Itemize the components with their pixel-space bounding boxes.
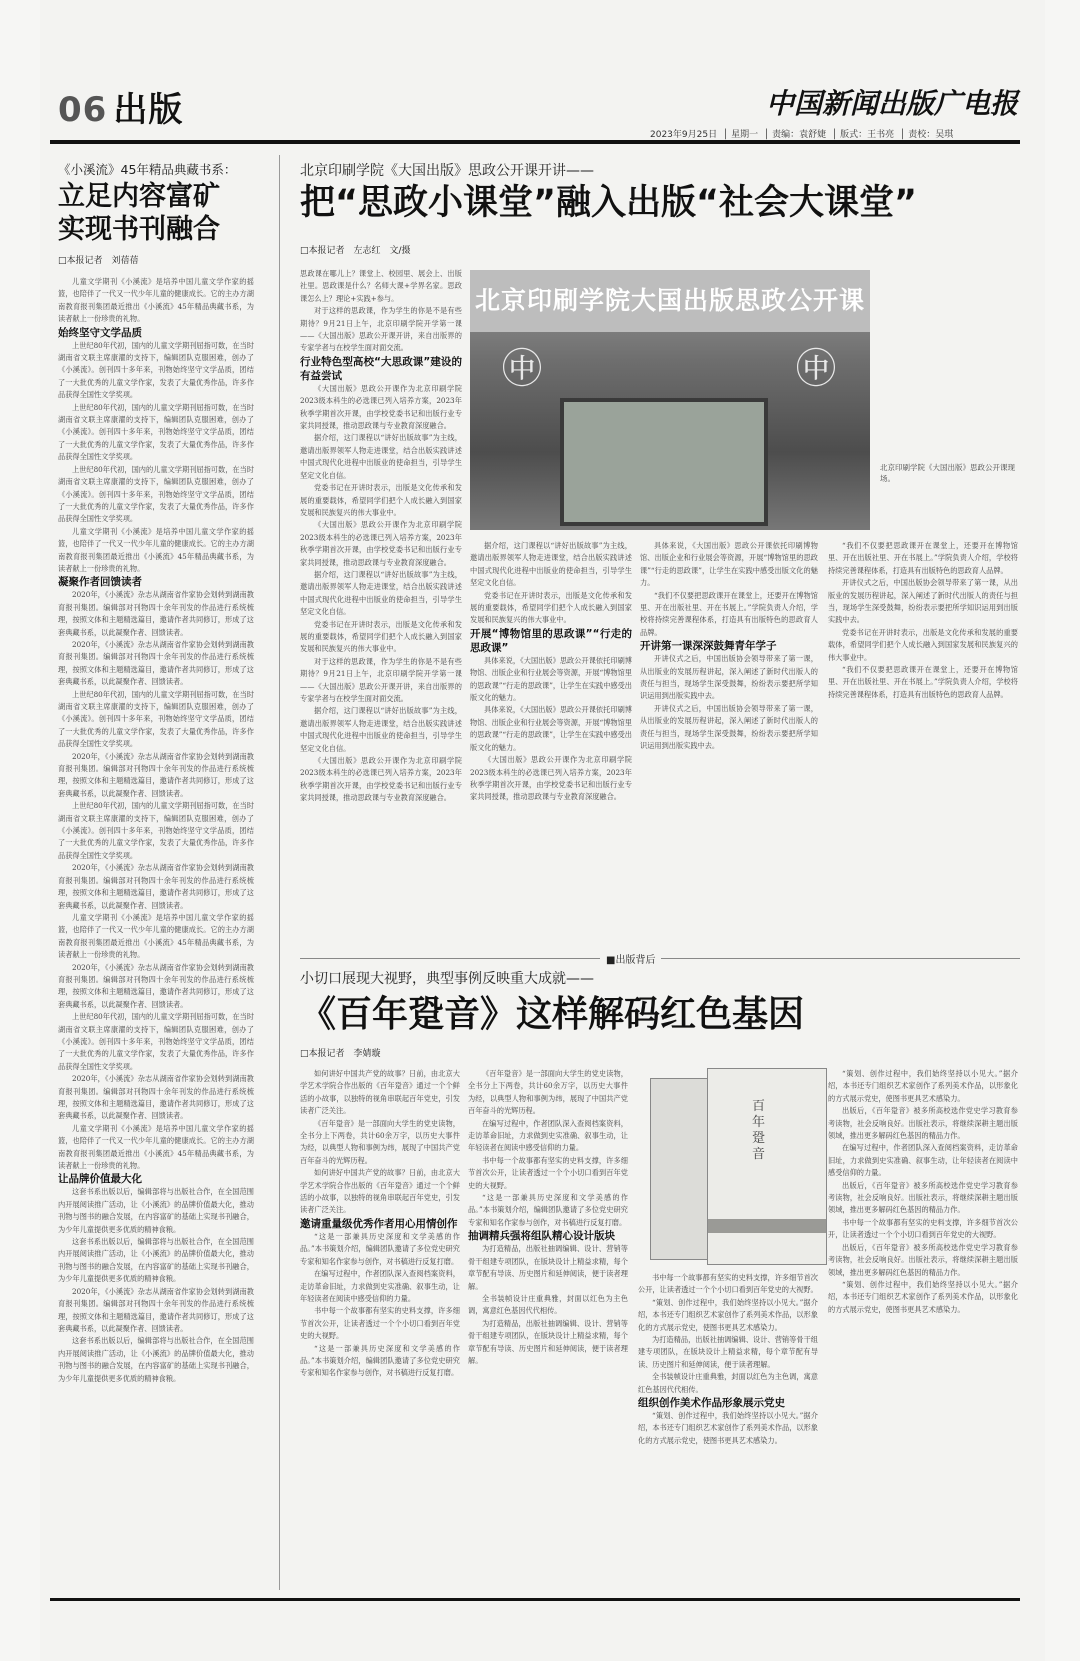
main-intro: 思政课在哪儿上？课堂上、校园里、展会上、出版社里。思政课是什么？名师大课+学界名家。思政课怎么上？理论+实践+参与。 [300,269,462,303]
left-article-byline: □本报记者 刘蓓蓓 [58,256,139,266]
main-body-b: 《大国出版》思政公开课作为北京印刷学院2023级本科生的必选课已列入培养方案，2023年秋季学期首次开课，由学校党委书记和出版行业专家共同授课，推动思政课与专业教育深度融合。 [300,383,462,431]
editor-credit: 责编：袁舒婕 [772,130,827,140]
bottom-subhead-2: 抽调精兵强将组队精心设计版块 [468,1230,615,1243]
left-subhead-3: 让品牌价值最大化 [58,1173,142,1186]
issue-date: 2023年9月25日 [650,130,718,140]
main-article-kicker: 北京印刷学院《大国出版》思政公开课开讲—— [300,163,594,179]
left-body-paragraph-2b: 2020年，《小溪流》杂志从湖南省作家协会划转到湖南教育报刊集团。编辑部对刊物四十余年刊发的作品进行系统梳理，按照文体和主题精选篇目，邀请作者共同修订，形成了这套典藏书系，以此凝聚作者、回馈读者。 [58,639,254,687]
newspaper-logo: 中国新闻出版广电报 [765,87,1018,120]
main-body-a2: 对于这样的思政课，作为学生的你是不是有些期待？9月21日上午，北京印刷学院开学第一课——《大国出版》思政公开课开讲，来自出版界的专家学者与在校学生面对面交流。 [300,656,462,703]
lecture-photo [470,270,870,530]
section-tag-label: 出版背后 [615,955,656,966]
main-body-f3: 开讲仪式之后，中国出版协会领导带来了第一课，从出版业的发展历程讲起，深入阐述了新时代出版人的责任与担当，现场学生深受鼓舞，纷纷表示要把所学知识运用到出版实践中去。 [828,578,1018,625]
left-body-paragraph-2f: 2020年，《小溪流》杂志从湖南省作家协会划转到湖南教育报刊集团。编辑部对刊物四十余年刊发的作品进行系统梳理，按照文体和主题精选篇目，邀请作者共同修订，形成了这套典藏书系，以此凝聚作者、回馈读者。 [58,863,254,910]
photo-banner-text: 北京印刷学院大国出版思政公开课 [470,270,870,332]
main-body-a: 对于这样的思政课，作为学生的你是不是有些期待？9月21日上午，北京印刷学院开学第一课——《大国出版》思政公开课开讲，来自出版界的专家学者与在校学生面对面交流。 [300,306,462,353]
left-body-paragraph-1b: 上世纪80年代初，国内的儿童文学期刊屈指可数，在当时湖南省文联主席康濯的支持下，编辑团队克服困难，创办了《小溪流》。创刊四十多年来，刊物始终坚守文学品质，团结了一大批优秀的儿童文学作家，发表了大量优秀作品，许多作品获得全国性文学奖项。 [58,402,254,462]
main-article-col-1 [300,268,462,908]
left-lead-paragraph: 儿童文学期刊《小溪流》是培养中国儿童文学作家的摇篮，也陪伴了一代又一代少年儿童的健康成长。它的主办方湖南教育报刊集团最近推出《小溪流》45年精品典藏书系，为读者献上一份珍贵的礼物。 [58,277,254,324]
book-title-text: 百年跫音 [752,1099,766,1162]
proofreader-credit: 责校：吴琪 [908,130,954,140]
main-body-c2: 据介绍，这门课程以“讲好出版故事”为主线，邀请出版界领军人物走进课堂，结合出版实践讲述中国式现代化进程中出版业的使命担当，引导学生坚定文化自信。 [300,569,462,617]
main-body-e3: 具体来说，《大国出版》思政公开课依托印刷博物馆、出版企业和行业展会等资源，开展“博物馆里的思政课”“行走的思政课”，让学生在实践中感受出版文化的魅力。 [640,541,818,588]
bottom-body-i: 出版后，《百年跫音》被多所高校选作党史学习教育参考读物，社会反响良好。出版社表示，将继续深耕主题出版领域，推出更多解码红色基因的精品力作。 [828,1106,1018,1141]
bottom-body-h: “策划、创作过程中，我们始终坚持以小见大。”据介绍，本书还专门组织艺术家创作了系列美术作品，以形象化的方式展示党史，使图书更具艺术感染力。 [638,1297,818,1332]
left-body-paragraph-2i: 上世纪80年代初，国内的儿童文学期刊屈指可数，在当时湖南省文联主席康濯的支持下，编辑团队克服困难，创办了《小溪流》。创刊四十多年来，刊物始终坚守文学品质，团结了一大批优秀的儿童文学作家，发表了大量优秀作品，许多作品获得全国性文学奖项。 [58,1012,254,1071]
main-article-col-4 [828,540,1018,910]
bottom-body-f3: 为打造精品，出版社抽调编辑、设计、营销等骨干组建专项团队，在版块设计上精益求精，每个章节配有导读、历史图片和延伸阅读，便于读者理解。 [638,1335,818,1369]
main-body-d2: 党委书记在开讲时表示，出版是文化传承和发展的重要载体，希望同学们把个人成长融入到国家发展和民族复兴的伟大事业中。 [300,619,462,654]
main-body-d4: 党委书记在开讲时表示，出版是文化传承和发展的重要载体，希望同学们把个人成长融入到国家发展和民族复兴的伟大事业中。 [828,627,1018,662]
bottom-body-b2: 《百年跫音》是一部面向大学生的党史读物，全书分上下两卷，共计60余万字，以历史大事件为经，以典型人物和事例为纬，展现了中国共产党百年奋斗的光辉历程。 [468,1069,628,1116]
main-article-col-3 [640,540,818,910]
bottom-body-f2: 为打造精品，出版社抽调编辑、设计、营销等骨干组建专项团队，在版块设计上精益求精，每个章节配有导读、历史图片和延伸阅读，便于读者理解。 [468,1318,628,1365]
bottom-body-c2: “这是一部兼具历史深度和文学美感的作品。”本书策划介绍，编辑团队邀请了多位党史研究专家和知名作家参与创作，对书稿进行反复打磨。 [300,1343,460,1378]
book-cover-image [645,1068,830,1268]
left-subhead-1: 始终坚守文学品质 [58,326,142,339]
stage-screen [560,398,768,526]
bottom-body-e2: 书中每一个故事都有坚实的史料支撑，许多细节首次公开，让读者透过一个个小切口看到百年党史的大视野。 [468,1155,628,1190]
calligraphy-left: ㊥ [502,346,542,392]
bottom-body-i3: 出版后，《百年跫音》被多所高校选作党史学习教育参考读物，社会反响良好。出版社表示，将继续深耕主题出版领域，推出更多解码红色基因的精品力作。 [828,1242,1018,1277]
bottom-body-g: 全书装帧设计庄重典雅，封面以红色为主色调，寓意红色基因代代相传。 [468,1293,628,1316]
main-body-c: 据介绍，这门课程以“讲好出版故事”为主线，邀请出版界领军人物走进课堂，结合出版实践讲述中国式现代化进程中出版业的使命担当，引导学生坚定文化自信。 [300,433,462,480]
main-body-g3: “我们不仅要把思政课开在课堂上，还要开在博物馆里、开在出版社里、开在书展上。”学院负责人介绍，学校将持续完善课程体系，打造具有出版特色的思政育人品牌。 [828,665,1018,699]
footer-rule [50,1598,1020,1601]
bottom-subhead-3: 组织创作美术作品形象展示党史 [638,1397,785,1410]
main-subhead-3: 开讲第一课深深鼓舞青年学子 [640,640,777,653]
bottom-body-b: 《百年跫音》是一部面向大学生的党史读物，全书分上下两卷，共计60余万字，以历史大事件为经，以典型人物和事例为纬，展现了中国共产党百年奋斗的光辉历程。 [300,1118,460,1165]
main-body-e2: 具体来说，《大国出版》思政公开课依托印刷博物馆、出版企业和行业展会等资源，开展“博物馆里的思政课”“行走的思政课”，让学生在实践中感受出版文化的魅力。 [470,705,632,752]
main-article-byline: □本报记者 左志红 文/摄 [300,246,411,256]
section-name: 出版 [113,90,184,130]
bottom-article-kicker: 小切口展现大视野，典型事例反映重大成就—— [300,971,594,987]
left-body-paragraph-3c: 2020年，《小溪流》杂志从湖南省作家协会划转到湖南教育报刊集团。编辑部对刊物四十余年刊发的作品进行系统梳理，按照文体和主题精选篇目，邀请作者共同修订，形成了这套典藏书系，以此凝聚作者、回馈读者。 [58,1286,254,1333]
left-title-line1: 立足内容富矿 [58,181,220,212]
left-title-line2: 实现书刊融合 [58,214,220,245]
bottom-article-col-4 [828,1068,1018,1593]
page-section-label [58,82,183,131]
left-body-paragraph-3: 这套书系出版以后，编辑部将与出版社合作，在全国范围内开展阅读推广活动，让《小溪流》的品牌价值最大化，推动刊物与图书的融合发展，在内容富矿的基础上实现书刊融合，为少年儿童提供更多优质的精神食粮。 [58,1187,254,1234]
designer-credit: 版式：王书亮 [840,130,895,140]
book-title-band [708,1219,826,1233]
issue-info-bar: 2023年9月25日 │ 星期一 │ 责编：袁舒婕 │ 版式：王书亮 │ 责校：吴琪 [650,130,954,140]
bottom-body-c3: “这是一部兼具历史深度和文学美感的作品。”本书策划介绍，编辑团队邀请了多位党史研究专家和知名作家参与创作，对书稿进行反复打磨。 [468,1193,628,1227]
bottom-body-d2: 在编写过程中，作者团队深入查阅档案资料，走访革命旧址，力求做到史实准确、叙事生动，让年轻读者在阅读中感受信仰的力量。 [468,1118,628,1153]
left-body-paragraph-2k: 儿童文学期刊《小溪流》是培养中国儿童文学作家的摇篮，也陪伴了一代又一代少年儿童的健康成长。它的主办方湖南教育报刊集团最近推出《小溪流》45年精品典藏书系，为读者献上一份珍贵的礼物。 [58,1123,254,1171]
bottom-body-e3: 书中每一个故事都有坚实的史料支撑，许多细节首次公开，让读者透过一个个小切口看到百年党史的大视野。 [638,1273,818,1295]
left-article-body [58,276,254,1591]
bottom-body-h2: “策划、创作过程中，我们始终坚持以小见大。”据介绍，本书还专门组织艺术家创作了系列美术作品，以形象化的方式展示党史，使图书更具艺术感染力。 [638,1411,818,1445]
left-body-paragraph-1: 上世纪80年代初，国内的儿童文学期刊屈指可数，在当时湖南省文联主席康濯的支持下，编辑团队克服困难，创办了《小溪流》。创刊四十多年来，刊物始终坚守文学品质，团结了一大批优秀的儿童文学作家，发表了大量优秀作品，许多作品获得全国性文学奖项。 [58,340,254,400]
bottom-body-a2: 如何讲好中国共产党的故事？日前，由北京大学艺术学院合作出版的《百年跫音》通过一个个鲜活的小故事，以独特的视角串联起百年党史，引发读者广泛关注。 [300,1168,460,1215]
bottom-body-h4: “策划、创作过程中，我们始终坚持以小见大。”据介绍，本书还专门组织艺术家创作了系列美术作品，以形象化的方式展示党史，使图书更具艺术感染力。 [828,1279,1018,1314]
bottom-body-a: 如何讲好中国共产党的故事？日前，由北京大学艺术学院合作出版的《百年跫音》通过一个个鲜活的小故事，以独特的视角串联起百年党史，引发读者广泛关注。 [300,1069,460,1116]
main-body-f2: 开讲仪式之后，中国出版协会领导带来了第一课，从出版业的发展历程讲起，深入阐述了新时代出版人的责任与担当，现场学生深受鼓舞，纷纷表示要把所学知识运用到出版实践中去。 [640,703,818,751]
bottom-article-title: 《百年跫音》这样解码红色基因 [300,993,805,1035]
bottom-body-i2: 出版后，《百年跫音》被多所高校选作党史学习教育参考读物，社会反响良好。出版社表示，将继续深耕主题出版领域，推出更多解码红色基因的精品力作。 [828,1180,1018,1215]
left-article-title [58,180,220,246]
photo-caption: 北京印刷学院《大国出版》思政公开课现场。 [880,463,1015,483]
left-body-paragraph-1d: 儿童文学期刊《小溪流》是培养中国儿童文学作家的摇篮，也陪伴了一代又一代少年儿童的健康成长。它的主办方湖南教育报刊集团最近推出《小溪流》45年精品典藏书系，为读者献上一份珍贵的礼物。 [58,526,254,573]
main-body-b4: 《大国出版》思政公开课作为北京印刷学院2023级本科生的必选课已列入培养方案，2023年秋季学期首次开课，由学校党委书记和出版行业专家共同授课，推动思政课与专业教育深度融合。 [470,755,632,802]
page-number: 06 [58,90,108,130]
bottom-article-byline: □本报记者 李婧璇 [300,1049,381,1059]
main-body-c4: 据介绍，这门课程以“讲好出版故事”为主线，邀请出版界领军人物走进课堂，结合出版实践讲述中国式现代化进程中出版业的使命担当，引导学生坚定文化自信。 [470,541,632,588]
main-body-d: 党委书记在开讲时表示，出版是文化传承和发展的重要载体，希望同学们把个人成长融入到国家发展和民族复兴的伟大事业中。 [300,483,462,517]
calligraphy-right: ㊥ [796,346,836,392]
main-body-b3: 《大国出版》思政公开课作为北京印刷学院2023级本科生的必选课已列入培养方案，2023年秋季学期首次开课，由学校党委书记和出版行业专家共同授课，推动思政课与专业教育深度融合。 [300,756,462,803]
main-article-title: 把“思政小课堂”融入出版“社会大课堂” [300,183,918,223]
masthead-rule [50,140,1020,144]
bottom-body-d3: 在编写过程中，作者团队深入查阅档案资料，走访革命旧址，力求做到史实准确、叙事生动，让年轻读者在阅读中感受信仰的力量。 [828,1143,1018,1178]
left-article-kicker: 《小溪流》45年精品典藏书系： [58,162,237,177]
bottom-body-h3: “策划、创作过程中，我们始终坚持以小见大。”据介绍，本书还专门组织艺术家创作了系列美术作品，以形象化的方式展示党史，使图书更具艺术感染力。 [828,1069,1018,1103]
left-subhead-2: 凝聚作者回馈读者 [58,576,142,589]
bottom-body-c: “这是一部兼具历史深度和文学美感的作品。”本书策划介绍，编辑团队邀请了多位党史研究专家和知名作家参与创作，对书稿进行反复打磨。 [300,1231,460,1266]
main-body-g2: “我们不仅要把思政课开在课堂上，还要开在博物馆里、开在出版社里、开在书展上。”学院负责人介绍，学校将持续完善课程体系，打造具有出版特色的思政育人品牌。 [828,541,1018,575]
main-body-b2: 《大国出版》思政公开课作为北京印刷学院2023级本科生的必选课已列入培养方案，2023年秋季学期首次开课，由学校党委书记和出版行业专家共同授课，推动思政课与专业教育深度融合。 [300,520,462,567]
left-body-paragraph-3b: 这套书系出版以后，编辑部将与出版社合作，在全国范围内开展阅读推广活动，让《小溪流》的品牌价值最大化，推动刊物与图书的融合发展，在内容富矿的基础上实现书刊融合，为少年儿童提供更多优质的精神食粮。 [58,1237,254,1284]
left-body-paragraph-2e: 上世纪80年代初，国内的儿童文学期刊屈指可数，在当时湖南省文联主席康濯的支持下，编辑团队克服困难，创办了《小溪流》。创刊四十多年来，刊物始终坚守文学品质，团结了一大批优秀的儿童文学作家，发表了大量优秀作品，许多作品获得全国性文学奖项。 [58,801,254,860]
main-body-c3: 据介绍，这门课程以“讲好出版故事”为主线，邀请出版界领军人物走进课堂，结合出版实践讲述中国式现代化进程中出版业的使命担当，引导学生坚定文化自信。 [300,706,462,753]
left-body-paragraph-2c: 上世纪80年代初，国内的儿童文学期刊屈指可数，在当时湖南省文联主席康濯的支持下，编辑团队克服困难，创办了《小溪流》。创刊四十多年来，刊物始终坚守文学品质，团结了一大批优秀的儿童文学作家，发表了大量优秀作品，许多作品获得全国性文学奖项。 [58,689,254,749]
left-body-paragraph-2j: 2020年，《小溪流》杂志从湖南省作家协会划转到湖南教育报刊集团。编辑部对刊物四十余年刊发的作品进行系统梳理，按照文体和主题精选篇目，邀请作者共同修订，形成了这套典藏书系，以此凝聚作者、回馈读者。 [58,1074,254,1121]
bottom-article-col-2 [468,1068,628,1593]
bottom-body-e4: 书中每一个故事都有坚实的史料支撑，许多细节首次公开，让读者透过一个个小切口看到百年党史的大视野。 [828,1217,1018,1240]
book-front [707,1068,827,1265]
main-body-g: “我们不仅要把思政课开在课堂上，还要开在博物馆里、开在出版社里、开在书展上。”学院负责人介绍，学校将持续完善课程体系，打造具有出版特色的思政育人品牌。 [640,590,818,637]
section-tag: ■出版背后 [600,951,661,966]
bottom-body-g2: 全书装帧设计庄重典雅，封面以红色为主色调，寓意红色基因代代相传。 [638,1372,818,1394]
main-subhead-2: 开展“博物馆里的思政课”“行走的思政课” [470,627,632,654]
main-subhead-1: 行业特色型高校“大思政课”建设的有益尝试 [300,355,462,382]
left-body-paragraph-1c: 上世纪80年代初，国内的儿童文学期刊屈指可数，在当时湖南省文联主席康濯的支持下，编辑团队克服困难，创办了《小溪流》。创刊四十多年来，刊物始终坚守文学品质，团结了一大批优秀的儿童文学作家，发表了大量优秀作品，许多作品获得全国性文学奖项。 [58,464,254,524]
main-body-f: 开讲仪式之后，中国出版协会领导带来了第一课，从出版业的发展历程讲起，深入阐述了新时代出版人的责任与担当，现场学生深受鼓舞，纷纷表示要把所学知识运用到出版实践中去。 [640,654,818,701]
bottom-article-col-1 [300,1068,460,1593]
left-body-paragraph-2: 2020年，《小溪流》杂志从湖南省作家协会划转到湖南教育报刊集团。编辑部对刊物四十余年刊发的作品进行系统梳理，按照文体和主题精选篇目，邀请作者共同修订，形成了这套典藏书系，以此凝聚作者、回馈读者。 [58,590,254,637]
bottom-subhead-1: 邀请重量级优秀作者用心用情创作 [300,1217,458,1230]
bottom-body-e: 书中每一个故事都有坚实的史料支撑，许多细节首次公开，让读者透过一个个小切口看到百年党史的大视野。 [300,1306,460,1341]
bottom-article-col-3 [638,1272,818,1592]
bottom-body-d: 在编写过程中，作者团队深入查阅档案资料，走访革命旧址，力求做到史实准确、叙事生动，让年轻读者在阅读中感受信仰的力量。 [300,1269,460,1303]
bottom-body-f: 为打造精品，出版社抽调编辑、设计、营销等骨干组建专项团队，在版块设计上精益求精，每个章节配有导读、历史图片和延伸阅读，便于读者理解。 [468,1244,628,1291]
left-body-paragraph-2h: 2020年，《小溪流》杂志从湖南省作家协会划转到湖南教育报刊集团。编辑部对刊物四十余年刊发的作品进行系统梳理，按照文体和主题精选篇目，邀请作者共同修订，形成了这套典藏书系，以此凝聚作者、回馈读者。 [58,962,254,1009]
column-divider [279,155,280,1590]
left-body-paragraph-3d: 这套书系出版以后，编辑部将与出版社合作，在全国范围内开展阅读推广活动，让《小溪流》的品牌价值最大化，推动刊物与图书的融合发展，在内容富矿的基础上实现书刊融合，为少年儿童提供更多优质的精神食粮。 [58,1336,254,1383]
issue-weekday: 星期一 [731,130,759,140]
left-body-paragraph-2d: 2020年，《小溪流》杂志从湖南省作家协会划转到湖南教育报刊集团。编辑部对刊物四十余年刊发的作品进行系统梳理，按照文体和主题精选篇目，邀请作者共同修订，形成了这套典藏书系，以此凝聚作者、回馈读者。 [58,751,254,798]
main-body-e: 具体来说，《大国出版》思政公开课依托印刷博物馆、出版企业和行业展会等资源，开展“博物馆里的思政课”“行走的思政课”，让学生在实践中感受出版文化的魅力。 [470,655,632,703]
main-body-d3: 党委书记在开讲时表示，出版是文化传承和发展的重要载体，希望同学们把个人成长融入到国家发展和民族复兴的伟大事业中。 [470,590,632,625]
main-article-col-2 [470,540,632,910]
left-body-paragraph-2g: 儿童文学期刊《小溪流》是培养中国儿童文学作家的摇篮，也陪伴了一代又一代少年儿童的健康成长。它的主办方湖南教育报刊集团最近推出《小溪流》45年精品典藏书系，为读者献上一份珍贵的礼物。 [58,912,254,960]
